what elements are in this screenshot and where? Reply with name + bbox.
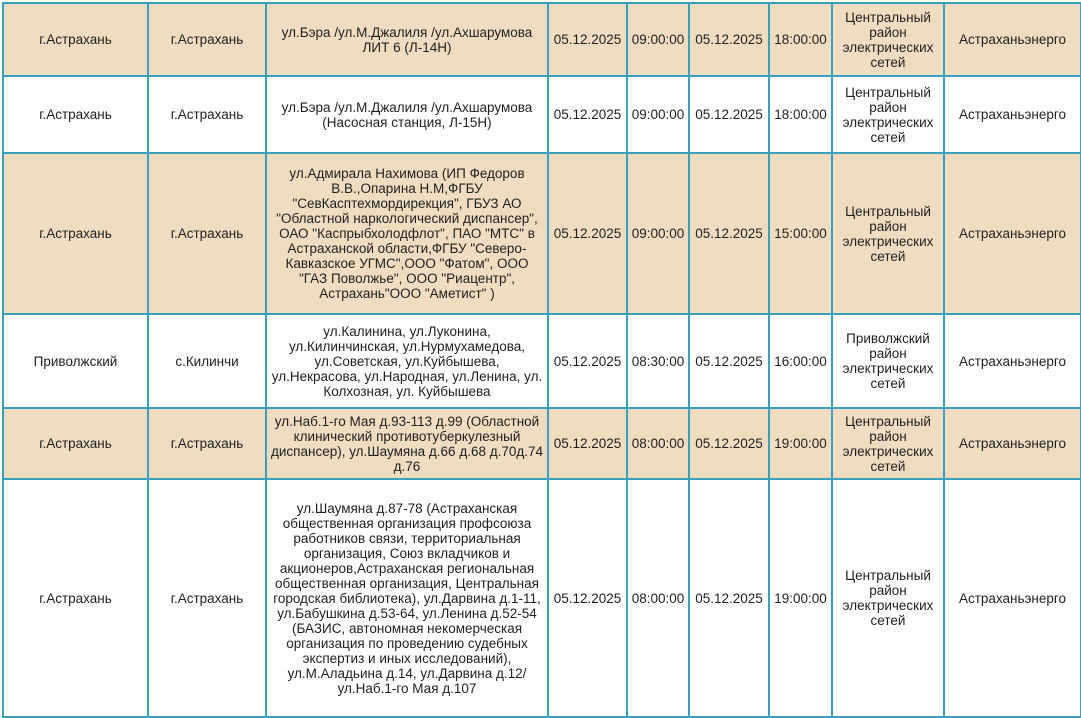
cell-locality: г.Астрахань	[148, 153, 266, 314]
cell-end-date: 05.12.2025	[689, 479, 769, 717]
cell-locality: г.Астрахань	[148, 408, 266, 479]
cell-district: г.Астрахань	[3, 479, 148, 717]
cell-end-date: 05.12.2025	[689, 3, 769, 76]
cell-locality: г.Астрахань	[148, 76, 266, 153]
cell-end-date: 05.12.2025	[689, 153, 769, 314]
cell-start-date: 05.12.2025	[548, 479, 627, 717]
cell-locality: г.Астрахань	[148, 3, 266, 76]
outage-table-body	[3, 3, 1081, 717]
cell-end-time: 18:00:00	[769, 76, 832, 153]
cell-branch: Астраханьэнерго	[944, 76, 1081, 153]
cell-district: г.Астрахань	[3, 76, 148, 153]
cell-start-time: 08:30:00	[627, 314, 689, 408]
cell-start-time: 09:00:00	[627, 76, 689, 153]
cell-end-time: 19:00:00	[769, 479, 832, 717]
cell-start-date: 05.12.2025	[548, 153, 627, 314]
cell-streets: ул.Адмирала Нахимова (ИП Федоров В.В.,Опарина Н.М,ФГБУ "СевКасптехмордирекция", ГБУЗ АО "Областной наркологический диспансер", ОАО "Каспрыбхолодфлот", ПАО "МТС" в Астраханской области,ФГБУ "Северо-Кавказское УГМС",ООО "Фатом", ООО "ГАЗ Поволжье", ООО "Риацентр", Астрахань"ООО "Аметист" )	[266, 153, 548, 314]
cell-start-time: 09:00:00	[627, 3, 689, 76]
cell-district: г.Астрахань	[3, 3, 148, 76]
cell-network-area: Центральный район электрических сетей	[832, 76, 944, 153]
cell-streets: ул.Бэра /ул.М.Джалиля /ул.Ахшарумова ЛИТ 6 (Л-14Н)	[266, 3, 548, 76]
cell-start-date: 05.12.2025	[548, 314, 627, 408]
cell-network-area: Приволжский район электрических сетей	[832, 314, 944, 408]
cell-branch: Астраханьэнерго	[944, 3, 1081, 76]
cell-end-date: 05.12.2025	[689, 314, 769, 408]
cell-streets: ул.Бэра /ул.М.Джалиля /ул.Ахшарумова (Насосная станция, Л-15Н)	[266, 76, 548, 153]
outage-schedule-table	[2, 2, 1081, 718]
cell-locality: с.Килинчи	[148, 314, 266, 408]
table-row	[3, 153, 1081, 314]
cell-streets: ул.Калинина, ул.Луконина, ул.Килинчинская, ул.Нурмухамедова, ул.Советская, ул.Куйбышева, ул.Некрасова, ул.Народная, ул.Ленина, ул. Колхозная, ул. Куйбышева	[266, 314, 548, 408]
cell-branch: Астраханьэнерго	[944, 408, 1081, 479]
cell-branch: Астраханьэнерго	[944, 479, 1081, 717]
cell-network-area: Центральный район электрических сетей	[832, 153, 944, 314]
cell-start-time: 08:00:00	[627, 479, 689, 717]
cell-network-area: Центральный район электрических сетей	[832, 408, 944, 479]
table-row	[3, 3, 1081, 76]
cell-start-date: 05.12.2025	[548, 76, 627, 153]
table-row	[3, 408, 1081, 479]
cell-end-date: 05.12.2025	[689, 76, 769, 153]
table-row	[3, 76, 1081, 153]
cell-streets: ул.Наб.1-го Мая д.93-113 д.99 (Областной клинический противотуберкулезный диспансер), ул.Шаумяна д.66 д.68 д.70д.74 д.76	[266, 408, 548, 479]
table-row	[3, 314, 1081, 408]
cell-start-time: 08:00:00	[627, 408, 689, 479]
cell-branch: Астраханьэнерго	[944, 153, 1081, 314]
cell-network-area: Центральный район электрических сетей	[832, 479, 944, 717]
cell-end-time: 16:00:00	[769, 314, 832, 408]
cell-end-time: 18:00:00	[769, 3, 832, 76]
cell-end-time: 15:00:00	[769, 153, 832, 314]
cell-locality: г.Астрахань	[148, 479, 266, 717]
cell-district: г.Астрахань	[3, 153, 148, 314]
cell-streets: ул.Шаумяна д.87-78 (Астраханская общественная организация профсоюза работников связи, территориальная организация, Союз вкладчиков и акционеров,Астраханская региональная общественная организация, Центральная городская библиотека), ул.Дарвина д.1-11, ул.Бабушкина д.53-64, ул.Ленина д.52-54 (БАЗИС, автономная некомерческая организация по проведению судебных экспертиз и иных исследований), ул.М.Аладьина д.14, ул.Дарвина д.12/ ул.Наб.1-го Мая д.107	[266, 479, 548, 717]
cell-start-date: 05.12.2025	[548, 408, 627, 479]
cell-network-area: Центральный район электрических сетей	[832, 3, 944, 76]
cell-district: Приволжский	[3, 314, 148, 408]
cell-end-date: 05.12.2025	[689, 408, 769, 479]
table-row	[3, 479, 1081, 717]
cell-start-time: 09:00:00	[627, 153, 689, 314]
cell-branch: Астраханьэнерго	[944, 314, 1081, 408]
cell-district: г.Астрахань	[3, 408, 148, 479]
cell-start-date: 05.12.2025	[548, 3, 627, 76]
cell-end-time: 19:00:00	[769, 408, 832, 479]
